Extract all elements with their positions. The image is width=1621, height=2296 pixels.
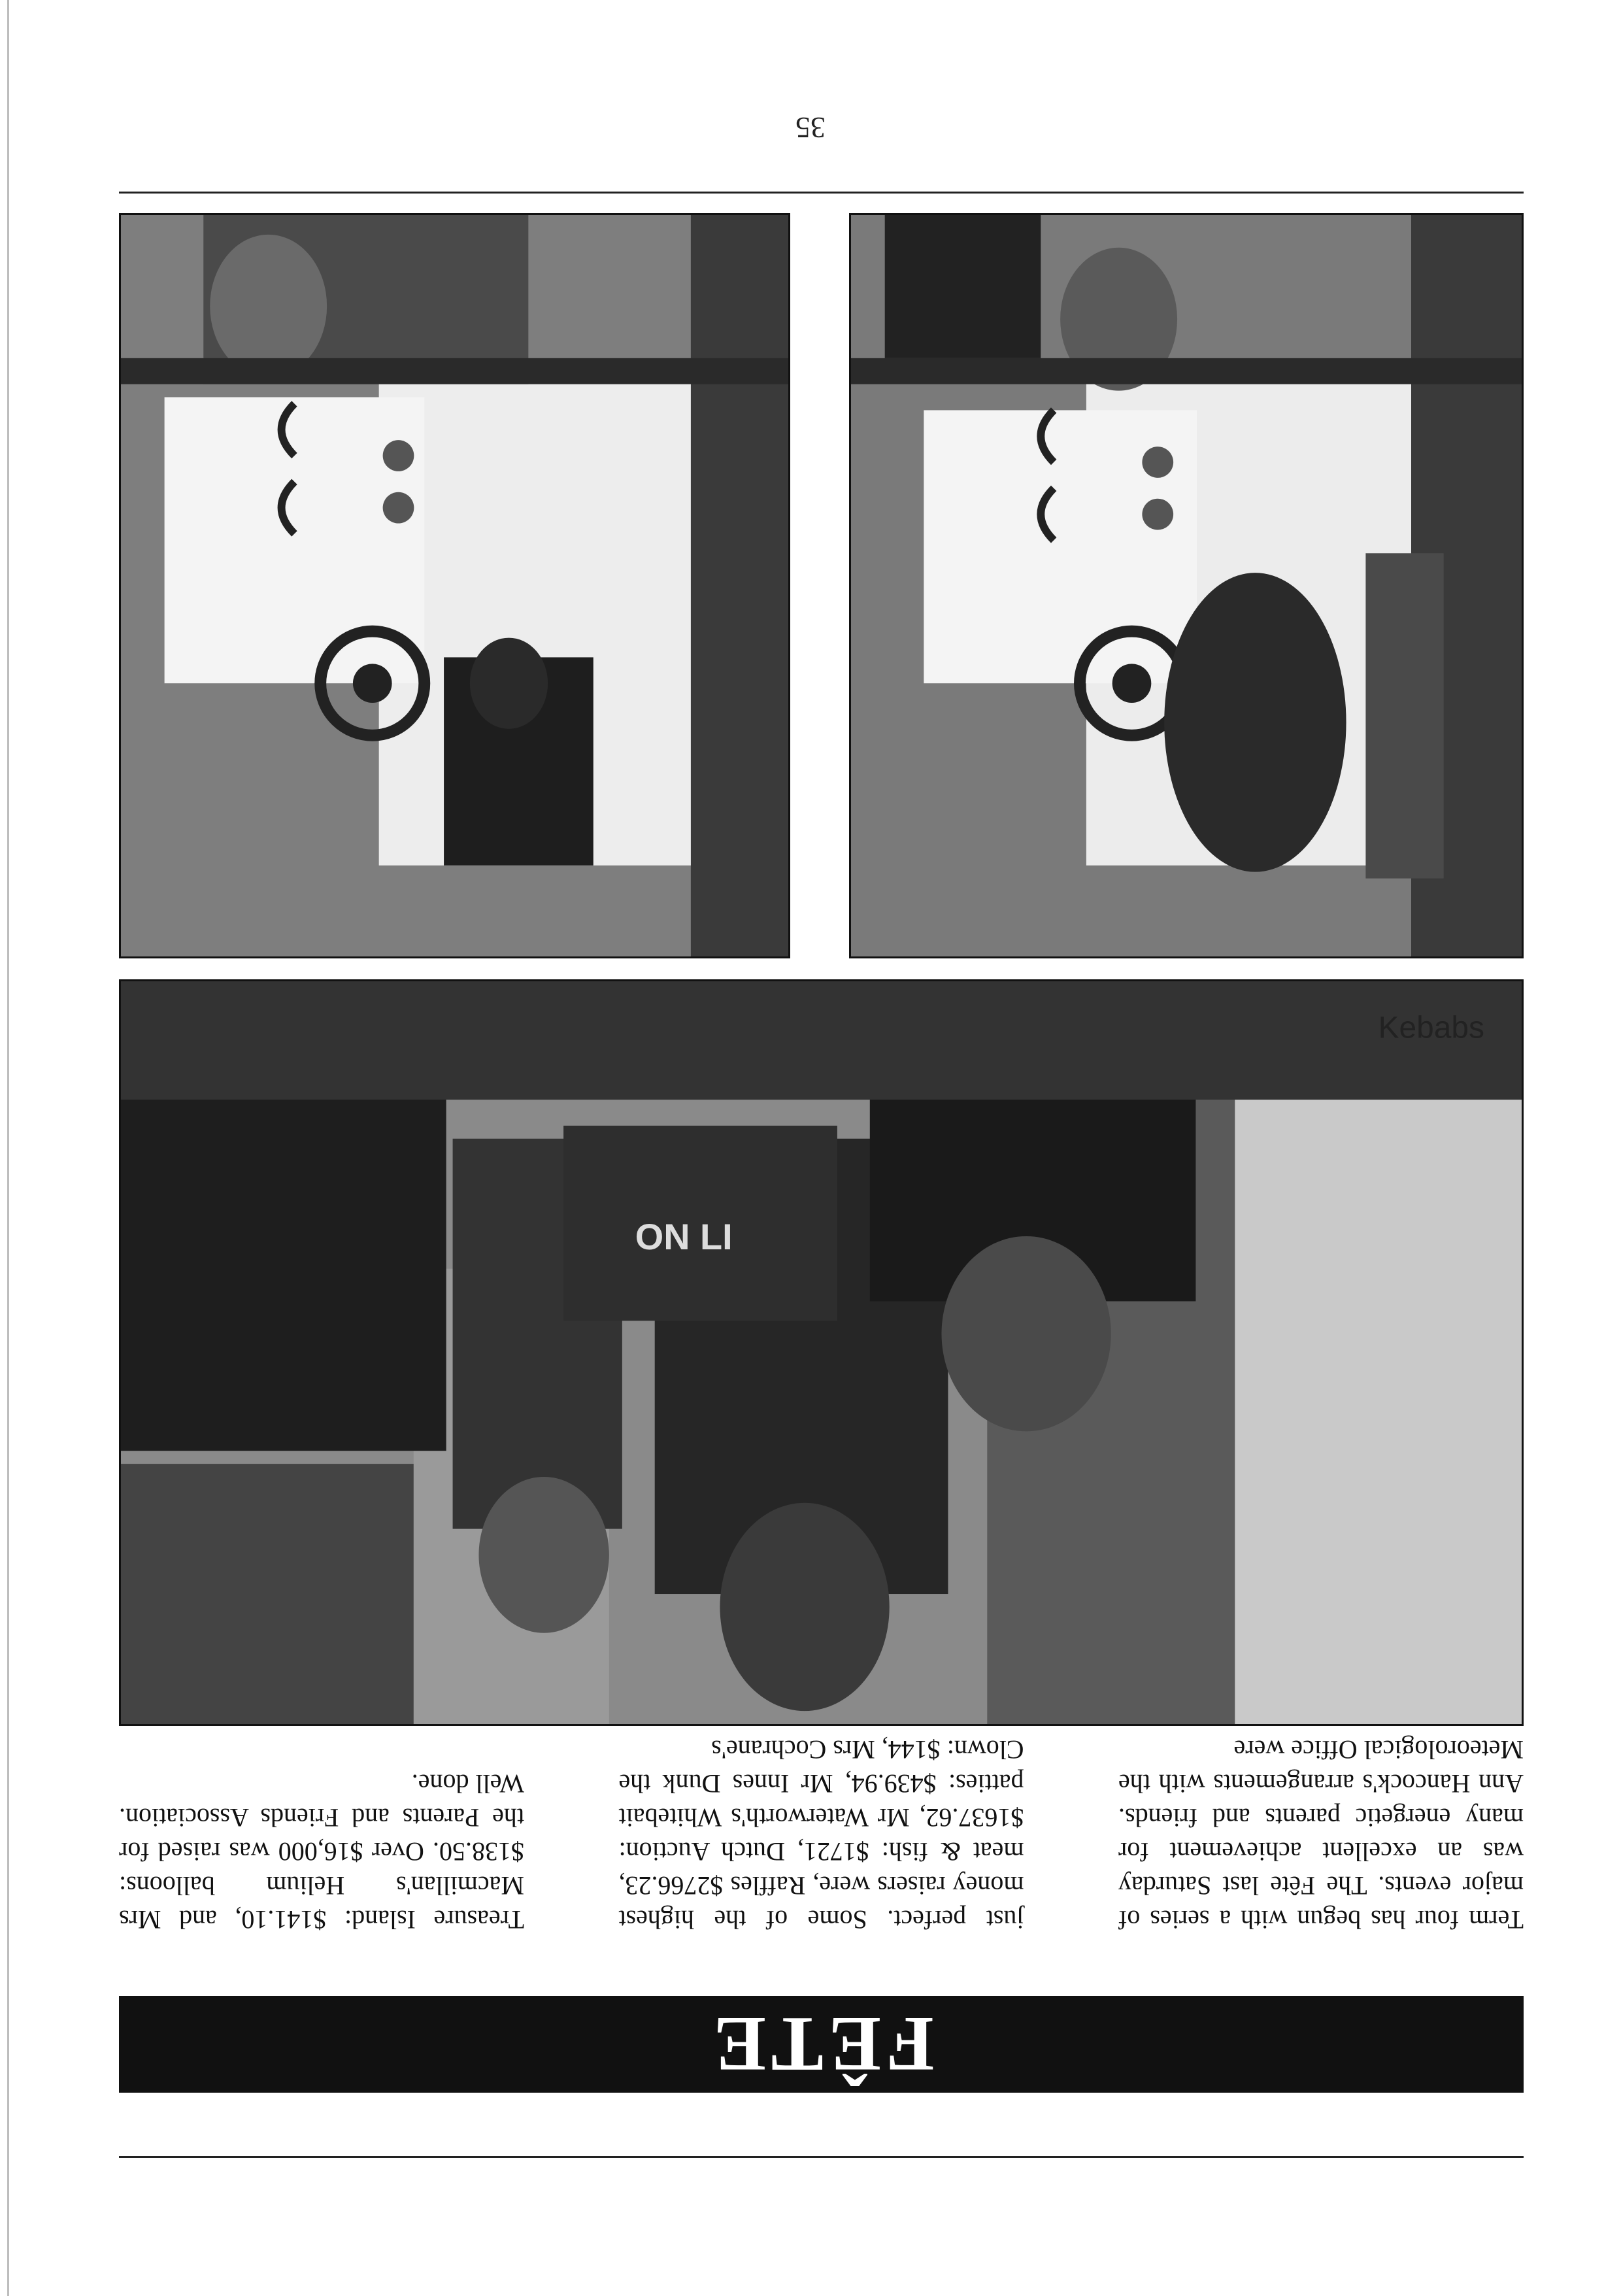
page-number: 35 — [795, 111, 826, 144]
article-column-2: just perfect. Some of the highest money raisers were, Raffles $2766.23, meat & fish: $1721, Dutch Auction: $1637.62, Mr Waterworth's Whitebait patties: $439.94, Mr Innes Dunk the Clown: $144, Mrs Cochrane's — [618, 1735, 1024, 1934]
article-body — [119, 1735, 1524, 1963]
kebab-stall-image — [121, 981, 1522, 1724]
dunk-clown-image-left — [851, 215, 1522, 956]
dunk-clown-image-right — [121, 215, 788, 956]
footer-rule — [119, 192, 1524, 194]
dunk-clown-photo-right — [119, 213, 790, 958]
shirt-text: ON LI — [635, 1216, 733, 1257]
article-column-1: Term four has begun with a series of major events. The Fête last Saturday was an excellent achievement for many energetic parents and friends. Ann Hancock's arrangements with the Meteorological Office were — [1118, 1735, 1524, 1934]
title-banner — [119, 1996, 1524, 2093]
header-rule — [119, 2156, 1524, 2158]
binding-edge — [7, 0, 9, 2296]
page-title: FÊTE — [708, 2001, 935, 2088]
kebab-stall-photo — [119, 979, 1524, 1726]
kebabs-sign-text: Kebabs — [1378, 1010, 1484, 1045]
dunk-clown-photo-left — [849, 213, 1524, 958]
article-column-3: Treasure Island: $141.10, and Mrs Macmillan's Helium balloons: $138.50. Over $16,000 was raised for the Parents and Friends Association. Well done. — [119, 1769, 524, 1934]
